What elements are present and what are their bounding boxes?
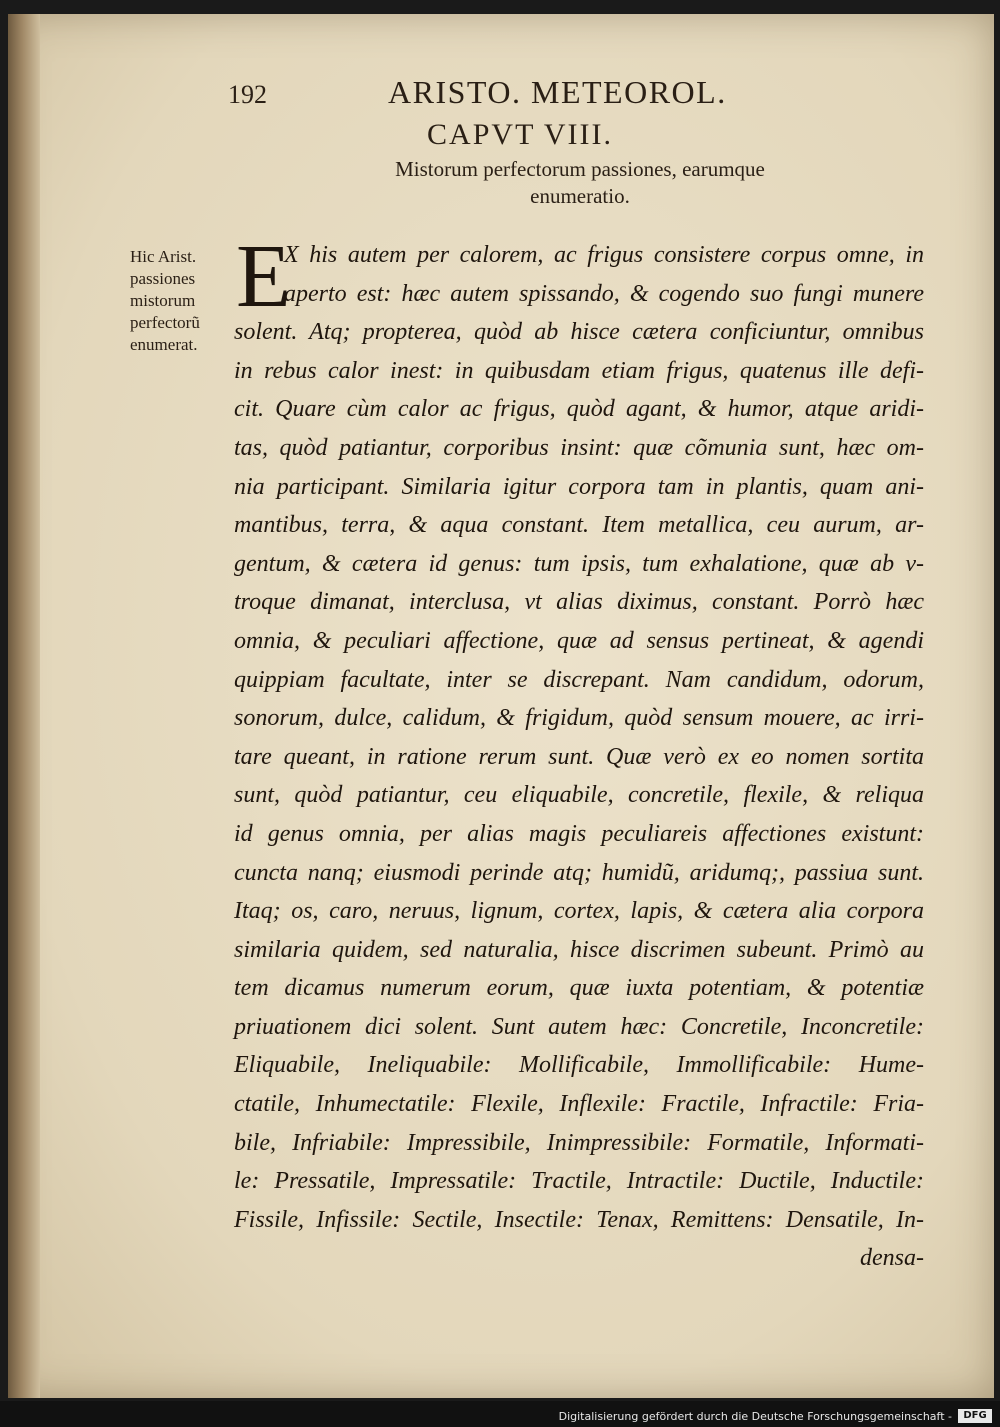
- text-line: quippiam facultate, inter se discrepant. Nam candidum, odorum,: [234, 666, 924, 693]
- text-line: id genus omnia, per alias magis peculiareis affectiones existunt:: [234, 820, 924, 847]
- text-line: Fissile, Infissile: Sectile, Insectile: Tenax, Remittens: Densatile, In-: [234, 1206, 924, 1233]
- text-line: sunt, quòd patiantur, ceu eliquabile, concretile, flexile, & reliqua: [234, 782, 924, 809]
- marginal-line: mistorum: [130, 291, 196, 310]
- drop-cap: E: [236, 227, 291, 326]
- chapter-title: [0, 118, 1000, 152]
- text-line: Eliquabile, Ineliquabile: Mollificabile, Immollificabile: Hume-: [234, 1052, 924, 1079]
- text-line: solent. Atq; propterea, quòd ab hisce cætera conficiuntur, omnibus: [234, 319, 924, 346]
- page-number: 192: [228, 80, 267, 109]
- text-line: tare queant, in ratione rerum sunt. Quæ verò ex eo nomen sortita: [234, 743, 924, 770]
- text-line: gentum, & cætera id genus: tum ipsis, tum exhalatione, quæ ab v-: [234, 550, 924, 577]
- text-line: X his autem per calorem, ac frigus consistere corpus omne, in: [284, 242, 924, 268]
- text-line: cit. Quare cùm calor ac frigus, quòd agant, & humor, atque aridi-: [234, 396, 924, 423]
- subtitle-line: Mistorum perfectorum passiones, earumque: [395, 157, 765, 181]
- page-gutter: [8, 14, 40, 1398]
- marginal-note: [130, 246, 235, 356]
- text-line: troque dimanat, interclusa, vt alias diximus, constant. Porrò hæc: [234, 589, 924, 616]
- digitization-credit: Digitalisierung gefördert durch die Deutsche Forschungsgemeinschaft -: [558, 1410, 952, 1423]
- text-line: cuncta nanq; eiusmodi perinde atq; humidũ, aridumq;, passiua sunt.: [234, 859, 924, 886]
- text-line: nia participant. Similaria igitur corpora tam in plantis, quam ani-: [234, 473, 924, 500]
- text-line: sonorum, dulce, calidum, & frigidum, quòd sensum mouere, ac irri-: [234, 705, 924, 732]
- dfg-logo: DFG: [958, 1409, 992, 1423]
- text-line: le: Pressatile, Impressatile: Tractile, Intractile: Ductile, Inductile:: [234, 1168, 924, 1195]
- text-line: tem dicamus numerum eorum, quæ iuxta potentiam, & potentiæ: [234, 975, 924, 1002]
- text-line: mantibus, terra, & aqua constant. Item metallica, ceu aurum, ar-: [234, 512, 924, 539]
- text-line: Itaq; os, caro, neruus, lignum, cortex, lapis, & cætera alia corpora: [234, 898, 924, 925]
- text-line: tas, quòd patiantur, corporibus insint: quæ cõmunia sunt, hæc om-: [234, 434, 924, 461]
- text-line: priuationem dici solent. Sunt autem hæc: Concretile, Inconcretile:: [234, 1013, 924, 1040]
- catchword: densa-: [860, 1245, 924, 1272]
- text-line: in rebus calor inest: in quibusdam etiam frigus, quatenus ille defi-: [234, 357, 924, 384]
- text-line: omnia, & peculiari affectione, quæ ad sensus pertineat, & agendi: [234, 627, 924, 654]
- body-text: [234, 236, 924, 1278]
- text-line: similaria quidem, sed naturalia, hisce discrimen subeunt. Primò au: [234, 936, 924, 963]
- subtitle-line: enumeratio.: [530, 184, 630, 208]
- marginal-line: enumerat.: [130, 335, 198, 354]
- running-head: [228, 74, 788, 114]
- chapter-subtitle: [300, 156, 860, 210]
- running-title: ARISTO. METEOROL.: [388, 74, 727, 110]
- text-line: ctatile, Inhumectatile: Flexile, Inflexile: Fractile, Infractile: Fria-: [234, 1091, 924, 1118]
- chapter-title-text: CAPVT VIII.: [427, 118, 613, 151]
- marginal-line: perfectorũ: [130, 313, 200, 332]
- marginal-line: Hic Arist.: [130, 247, 197, 266]
- text-line: aperto est: hæc autem spissando, & cogendo suo fungi munere: [284, 280, 924, 307]
- marginal-line: passiones: [130, 269, 196, 288]
- text-line: bile, Infriabile: Impressibile, Inimpressibile: Formatile, Informati-: [234, 1129, 924, 1156]
